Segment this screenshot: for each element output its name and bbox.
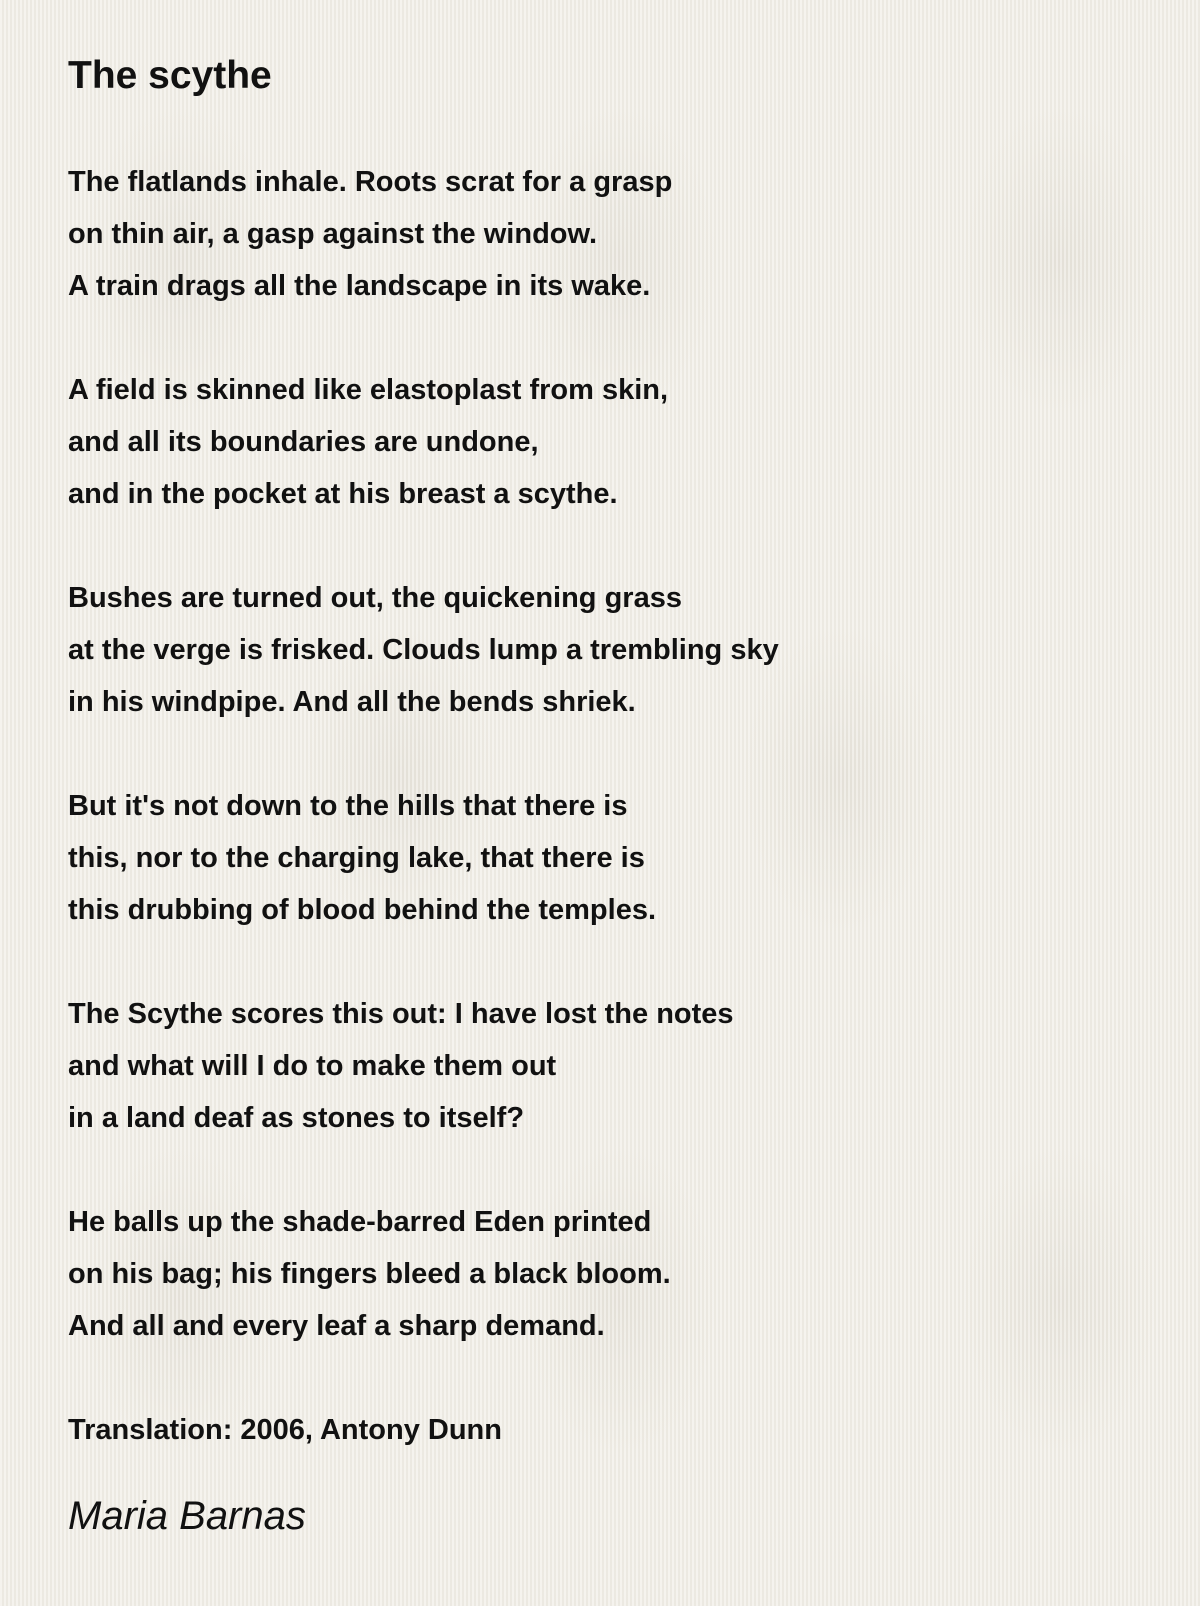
stanza-break: [68, 1352, 1148, 1404]
poem-line: A field is skinned like elastoplast from skin,: [68, 374, 669, 406]
poem-line: He balls up the shade-barred Eden printed: [68, 1206, 652, 1238]
poem-line: in a land deaf as stones to itself?: [68, 1102, 525, 1134]
poem-line: And all and every leaf a sharp demand.: [68, 1310, 605, 1342]
poem-line: and what will I do to make them out: [68, 1050, 557, 1082]
poem-line: A train drags all the landscape in its wake.: [68, 270, 651, 302]
poem-line: Bushes are turned out, the quickening grass: [68, 582, 682, 614]
poem-line: But it's not down to the hills that there is: [68, 790, 628, 822]
stanza-break: [68, 728, 1148, 780]
poem-line: at the verge is frisked. Clouds lump a trembling sky: [68, 634, 779, 666]
translation-credit: Translation: 2006, Antony Dunn: [68, 1414, 502, 1446]
poem-author: Maria Barnas: [68, 1494, 306, 1538]
stanza-break: [68, 312, 1148, 364]
poem-line: this drubbing of blood behind the temples.: [68, 894, 657, 926]
poem-line: this, nor to the charging lake, that there is: [68, 842, 645, 874]
stanza-break: [68, 936, 1148, 988]
stanza-break: [68, 520, 1148, 572]
poem-title: The scythe: [68, 54, 272, 97]
poem-line: The Scythe scores this out: I have lost the notes: [68, 998, 734, 1030]
poem-container: [68, 50, 1148, 1542]
poem-line: in his windpipe. And all the bends shriek.: [68, 686, 636, 718]
poem-line: on thin air, a gasp against the window.: [68, 218, 598, 250]
poem-line: on his bag; his fingers bleed a black bloom.: [68, 1258, 671, 1290]
poem-line: and in the pocket at his breast a scythe.: [68, 478, 618, 510]
poem-line: and all its boundaries are undone,: [68, 426, 539, 458]
poem-line: The flatlands inhale. Roots scrat for a grasp: [68, 166, 673, 198]
stanza-break: [68, 1144, 1148, 1196]
poem-body: [68, 156, 1148, 1456]
